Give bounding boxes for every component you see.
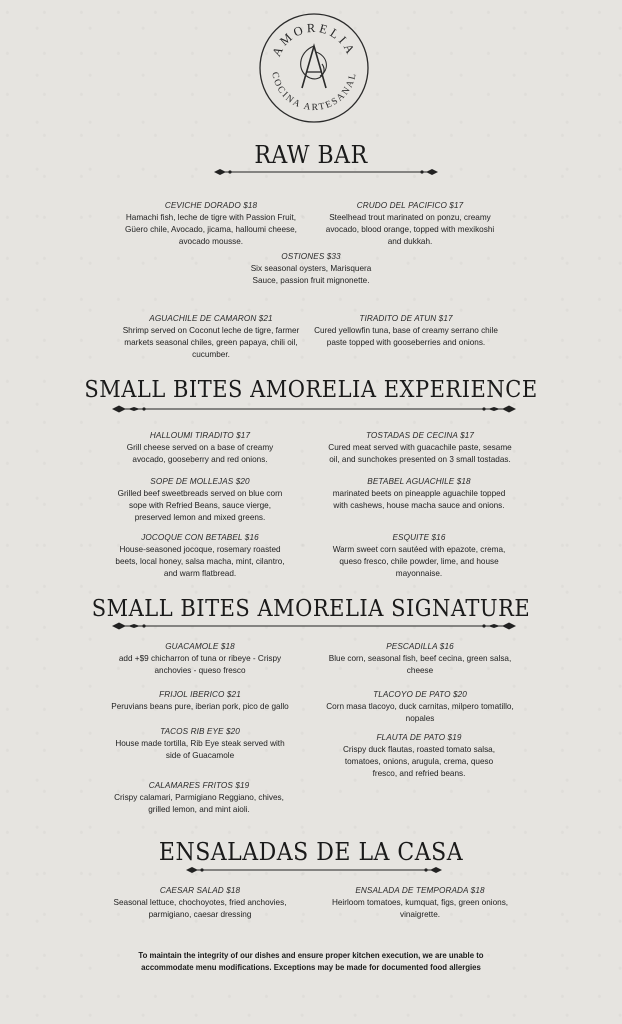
menu-item-description: House made tortilla, Rib Eye steak served with side of Guacamole xyxy=(115,738,285,760)
logo-emblem-icon xyxy=(258,12,370,124)
menu-item-description: Heirloom tomatoes, kumquat, figs, green onions, vinaigrette. xyxy=(331,897,509,919)
menu-item-description: Seasonal lettuce, chochoyotes, fried anchovies, parmigiano, caesar dressing xyxy=(113,897,287,919)
menu-item xyxy=(314,314,498,349)
menu-item-name: ESQUITE $16 xyxy=(392,533,446,542)
section-title-signature: SMALL BITES AMORELIA SIGNATURE xyxy=(91,594,531,622)
restaurant-logo xyxy=(258,12,370,124)
menu-item-name: CALAMARES FRITOS $19 xyxy=(148,781,250,790)
menu-item-name: ENSALADA DE TEMPORADA $18 xyxy=(355,886,485,895)
divider-ornament-icon xyxy=(112,621,516,631)
menu-item xyxy=(112,642,288,677)
menu-item-description: Grill cheese served on a base of creamy avocado, gooseberry and red onions. xyxy=(126,442,274,464)
menu-item xyxy=(108,690,292,713)
menu-item xyxy=(112,431,288,466)
menu-item-description: Grilled beef sweetbreads served on blue corn sope with Refried Beans, sauce vierge, preserved lemon and mixed greens. xyxy=(117,488,283,523)
menu-item-name: TIRADITO DE ATUN $17 xyxy=(359,314,453,323)
menu-item-description: Crispy calamari, Parmigiano Reggiano, chives, grilled lemon, and mint aioli. xyxy=(114,792,284,814)
menu-item xyxy=(120,201,302,249)
menu-item-name: FRIJOL IBERICO $21 xyxy=(159,690,241,699)
menu-item-name: BETABEL AGUACHILE $18 xyxy=(367,477,471,486)
menu-item xyxy=(110,727,290,762)
menu-item-description: Warm sweet corn sautéed with epazote, crema, queso fresco, chile powder, lime, and house mayonnaise. xyxy=(332,544,506,579)
menu-item-name: CAESAR SALAD $18 xyxy=(159,886,241,895)
menu-item-description: add +$9 chicharron of tuna or ribeye - Crispy anchovies - queso fresco xyxy=(118,653,282,675)
menu-item-description: House-seasoned jocoque, rosemary roasted beets, local honey, salsa macha, mint, cilantro, and warm flatbread. xyxy=(115,544,285,579)
menu-item-description: Cured meat served with guacachile paste, sesame oil, and sunchokes presented on 3 small tostadas. xyxy=(328,442,512,464)
section-title-experience: SMALL BITES AMORELIA EXPERIENCE xyxy=(84,375,538,403)
menu-item-name: CEVICHE DORADO $18 xyxy=(164,201,258,210)
menu-item-name: OSTIONES $33 xyxy=(281,252,341,261)
menu-item xyxy=(326,886,514,921)
menu-item-description: Peruvians beans pure, iberian pork, pico de gallo xyxy=(111,701,289,711)
menu-item xyxy=(320,201,500,249)
menu-item-description: Crispy duck flautas, roasted tomato salsa, tomatoes, onions, arugula, crema, queso fresco, and refried beans. xyxy=(343,744,495,779)
menu-item-name: SOPE DE MOLLEJAS $20 xyxy=(150,477,250,486)
menu-item xyxy=(110,477,290,525)
menu-item-description: Steelhead trout marinated on ponzu, creamy avocado, blood orange, topped with mexikoshi and dukkah. xyxy=(325,212,495,247)
divider-ornament-icon xyxy=(112,404,516,414)
menu-item-description: Hamachi fish, leche de tigre with Passion Fruit, Güero chile, Avocado, jicama, halloumi cheese, avocado mousse. xyxy=(125,212,297,247)
modifications-notice: To maintain the integrity of our dishes and ensure proper kitchen execution, we are unable to accommodate menu modifications. Exceptions may be made for documented food allergies xyxy=(138,951,484,973)
menu-item xyxy=(244,252,378,287)
menu-item-name: CRUDO DEL PACIFICO $17 xyxy=(356,201,464,210)
menu-item xyxy=(326,642,514,677)
menu-item-description: Cured yellowfin tuna, base of creamy serrano chile paste topped with gooseberries and onions. xyxy=(314,325,498,347)
menu-item xyxy=(326,690,514,725)
menu-item-name: PESCADILLA $16 xyxy=(386,642,454,651)
menu-item-description: Blue corn, seasonal fish, beef cecina, green salsa, cheese xyxy=(328,653,512,675)
menu-item-name: AGUACHILE DE CAMARON $21 xyxy=(149,314,273,323)
menu-item xyxy=(110,533,290,581)
menu-item xyxy=(112,886,288,921)
menu-item-name: TOSTADAS DE CECINA $17 xyxy=(365,431,475,440)
menu-item-name: GUACAMOLE $18 xyxy=(165,642,235,651)
monogram-icon xyxy=(301,46,327,88)
menu-item-description: Six seasonal oysters, Marisquera Sauce, passion fruit mignonette. xyxy=(250,263,372,285)
menu-item xyxy=(114,781,284,816)
brand-tagline: COCINA ARTESANAL xyxy=(269,71,359,114)
menu-item xyxy=(330,533,508,581)
menu-item-description: Corn masa tlacoyo, duck carnitas, milpero tomatillo, nopales xyxy=(326,701,514,723)
section-title-raw-bar: RAW BAR xyxy=(254,141,368,170)
menu-item-name: HALLOUMI TIRADITO $17 xyxy=(149,431,251,440)
menu-item xyxy=(326,477,512,512)
menu-item xyxy=(118,314,304,362)
menu-item-name: TLACOYO DE PATO $20 xyxy=(373,690,467,699)
menu-item-name: FLAUTA DE PATO $19 xyxy=(376,733,462,742)
menu-item-name: JOCOQUE CON BETABEL $16 xyxy=(141,533,259,542)
divider-ornament-icon xyxy=(214,167,438,177)
menu-item-description: marinated beets on pineapple aguachile topped with cashews, house macha sauce and onions. xyxy=(332,488,506,510)
brand-name: AMORELIA xyxy=(269,20,359,59)
menu-item-name: TACOS RIB EYE $20 xyxy=(160,727,240,736)
menu-item-description: Shrimp served on Coconut leche de tigre, farmer markets seasonal chiles, green papaya, chili oil, cucumber. xyxy=(122,325,300,360)
section-title-ensaladas: ENSALADAS DE LA CASA xyxy=(158,838,464,867)
divider-ornament-icon xyxy=(186,865,442,875)
menu-item xyxy=(326,431,514,466)
menu-item xyxy=(332,733,506,781)
